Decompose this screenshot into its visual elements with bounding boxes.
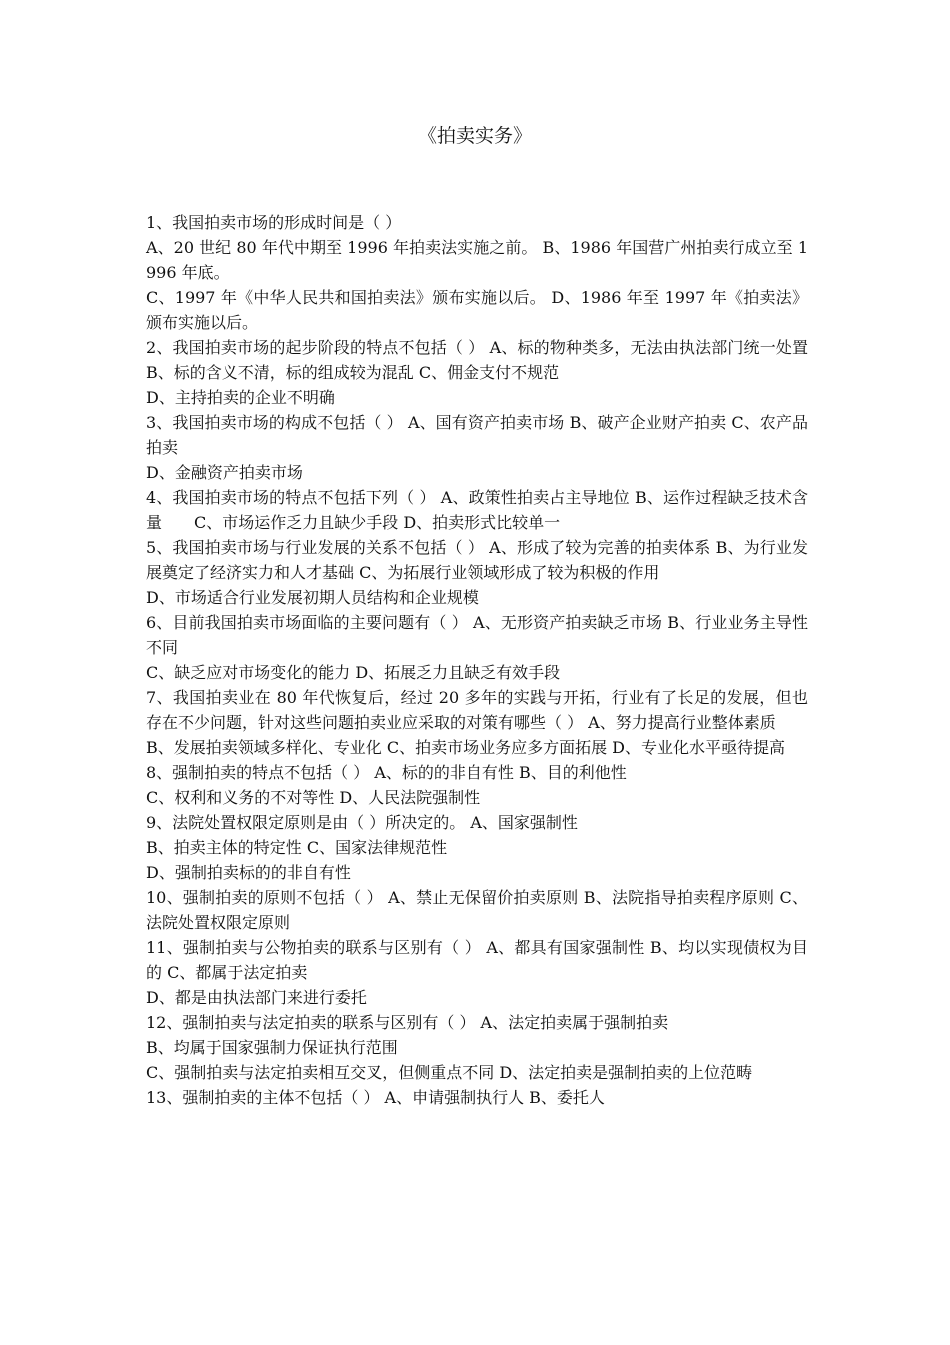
text-line: 1、我国拍卖市场的形成时间是（ ）: [146, 213, 402, 232]
text-line: 13、强制拍卖的主体不包括（ ） A、申请强制执行人 B、委托人: [146, 1088, 605, 1107]
text-line: B、发展拍卖领域多样化、专业化 C、拍卖市场业务应多方面拓展 D、专业化水平亟待提高: [146, 738, 786, 757]
text-line: 10、强制拍卖的原则不包括（ ） A、禁止无保留价拍卖原则 B、法院指导拍卖程序原则 C、法院处置权限定原则: [146, 888, 808, 932]
document-title: 《拍卖实务》: [417, 125, 532, 147]
text-line: D、主持拍卖的企业不明确: [146, 388, 335, 407]
text-line: C、强制拍卖与法定拍卖相互交叉，但侧重点不同 D、法定拍卖是强制拍卖的上位范畴: [146, 1063, 753, 1082]
text-line: 8、强制拍卖的特点不包括（ ） A、标的的非自有性 B、目的利他性: [146, 763, 627, 782]
text-line: C、权利和义务的不对等性 D、人民法院强制性: [146, 788, 481, 807]
text-line: D、金融资产拍卖市场: [146, 463, 303, 482]
text-line: D、市场适合行业发展初期人员结构和企业规模: [146, 588, 479, 607]
text-line: C、缺乏应对市场变化的能力 D、拓展乏力且缺乏有效手段: [146, 663, 561, 682]
text-line: 7、我国拍卖业在 80 年代恢复后，经过 20 多年的实践与开拓，行业有了长足的发展，但也存在不少问题，针对这些问题拍卖业应采取的对策有哪些（ ） A、努力提高行业整体素质: [146, 688, 808, 732]
text-line: 2、我国拍卖市场的起步阶段的特点不包括（ ） A、标的物种类多，无法由执法部门统一处置 B、标的含义不清，标的组成较为混乱 C、佣金支付不规范: [146, 338, 808, 382]
text-line: C、1997 年《中华人民共和国拍卖法》颁布实施以后。 D、1986 年至 1997 年《拍卖法》颁布实施以后。: [146, 288, 808, 332]
text-line: 12、强制拍卖与法定拍卖的联系与区别有（ ） A、法定拍卖属于强制拍卖: [146, 1013, 669, 1032]
text-line: D、都是由执法部门来进行委托: [146, 988, 367, 1007]
text-line: 4、我国拍卖市场的特点不包括下列（ ） A、政策性拍卖占主导地位 B、运作过程缺乏技术含量 C、市场运作乏力且缺少手段 D、拍卖形式比较单一: [146, 488, 808, 532]
text-line: 5、我国拍卖市场与行业发展的关系不包括（ ） A、形成了较为完善的拍卖体系 B、为行业发展奠定了经济实力和人才基础 C、为拓展行业领域形成了较为积极的作用: [146, 538, 808, 582]
text-line: B、均属于国家强制力保证执行范围: [146, 1038, 398, 1057]
text-line: 11、强制拍卖与公物拍卖的联系与区别有（ ） A、都具有国家强制性 B、均以实现债权为目的 C、都属于法定拍卖: [146, 938, 808, 982]
text-line: 6、目前我国拍卖市场面临的主要问题有（ ） A、无形资产拍卖缺乏市场 B、行业业务主导性不同: [146, 613, 808, 657]
text-line: D、强制拍卖标的的非自有性: [146, 863, 351, 882]
text-line: A、20 世纪 80 年代中期至 1996 年拍卖法实施之前。 B、1986 年国营广州拍卖行成立至 1996 年底。: [146, 238, 808, 282]
document-body: [146, 210, 808, 1110]
text-line: 3、我国拍卖市场的构成不包括（ ） A、国有资产拍卖市场 B、破产企业财产拍卖 C、农产品拍卖: [146, 413, 808, 457]
text-line: B、拍卖主体的特定性 C、国家法律规范性: [146, 838, 448, 857]
text-line: 9、法院处置权限定原则是由（ ）所决定的。 A、国家强制性: [146, 813, 578, 832]
